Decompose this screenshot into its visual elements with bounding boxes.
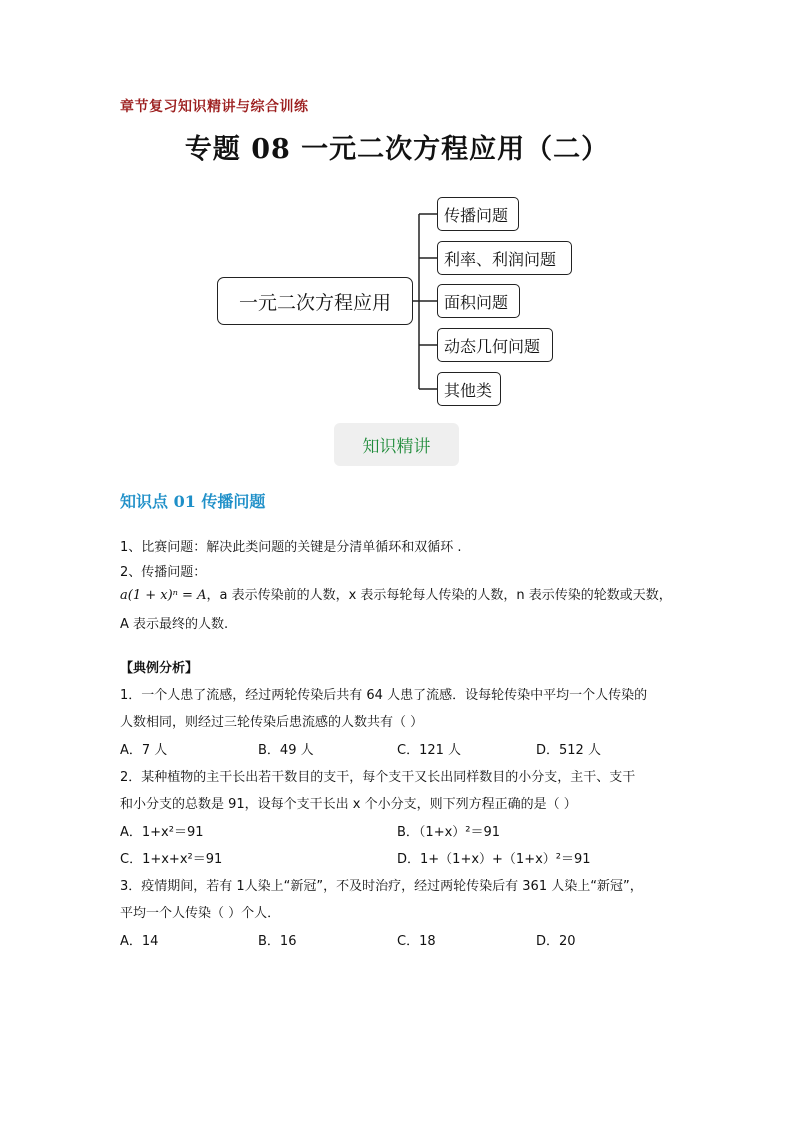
question-line: 3．疫情期间，若有 1人染上“新冠”，不及时治疗，经过两轮传染后有 361 人染上“新冠”， <box>120 879 643 894</box>
option-c: C．18 <box>397 934 436 949</box>
section-pill: 知识精讲 <box>334 423 459 466</box>
mindmap-branch-area: 面积问题 <box>437 284 520 318</box>
mindmap-branch-other: 其他类 <box>437 372 501 406</box>
option-a: A．14 <box>120 934 159 949</box>
option-a: A．1+x²＝91 <box>120 825 204 840</box>
question-line: 1．一个人患了流感，经过两轮传染后共有 64 人患了流感．设每轮传染中平均一个人传染的 <box>120 688 648 703</box>
content-text: ，a 表示传染前的人数，x 表示每轮每人传染的人数，n 表示传染的轮数或天数， <box>206 588 672 603</box>
question-line: 人数相同，则经过三轮传染后患流感的人数共有（ ） <box>120 715 424 730</box>
page-title: 专题 08 一元二次方程应用（二） <box>184 134 610 165</box>
content-line: A 表示最终的人数. <box>120 617 229 632</box>
question-line: 和小分支的总数是 91，设每个支干长出 x 个小分支，则下列方程正确的是（ ） <box>120 797 577 812</box>
mindmap-root: 一元二次方程应用 <box>217 277 413 325</box>
mindmap-branch-interest: 利率、利润问题 <box>437 241 572 275</box>
option-d: D．512 人 <box>536 743 601 758</box>
option-d: D．1+（1+x）+（1+x）²＝91 <box>397 852 591 867</box>
formula: a(1 + x)ⁿ = A <box>120 588 207 603</box>
chapter-header: 章节复习知识精讲与综合训练 <box>120 99 309 115</box>
question-line: 2．某种植物的主干长出若干数目的支干，每个支干又长出同样数目的小分支，主干、支干 <box>120 770 636 785</box>
option-b: B．（1+x）²＝91 <box>397 825 501 840</box>
option-c: C．1+x+x²＝91 <box>120 852 223 867</box>
mindmap-branch-geometry: 动态几何问题 <box>437 328 553 362</box>
content-line: 2、传播问题： <box>120 565 207 580</box>
content-line <box>120 584 672 603</box>
option-c: C．121 人 <box>397 743 462 758</box>
question-line: 平均一个人传染（ ）个人． <box>120 906 281 921</box>
content-line: 1、比赛问题：解决此类问题的关键是分清单循环和双循环 . <box>120 540 462 555</box>
knowledge-point-title: 知识点 01 传播问题 <box>120 492 266 511</box>
example-heading: 【典例分析】 <box>120 661 199 676</box>
option-b: B．16 <box>258 934 297 949</box>
mindmap-connectors <box>0 0 794 420</box>
mindmap-branch-spread: 传播问题 <box>437 197 519 231</box>
option-b: B．49 人 <box>258 743 314 758</box>
option-d: D．20 <box>536 934 576 949</box>
option-a: A．7 人 <box>120 743 168 758</box>
